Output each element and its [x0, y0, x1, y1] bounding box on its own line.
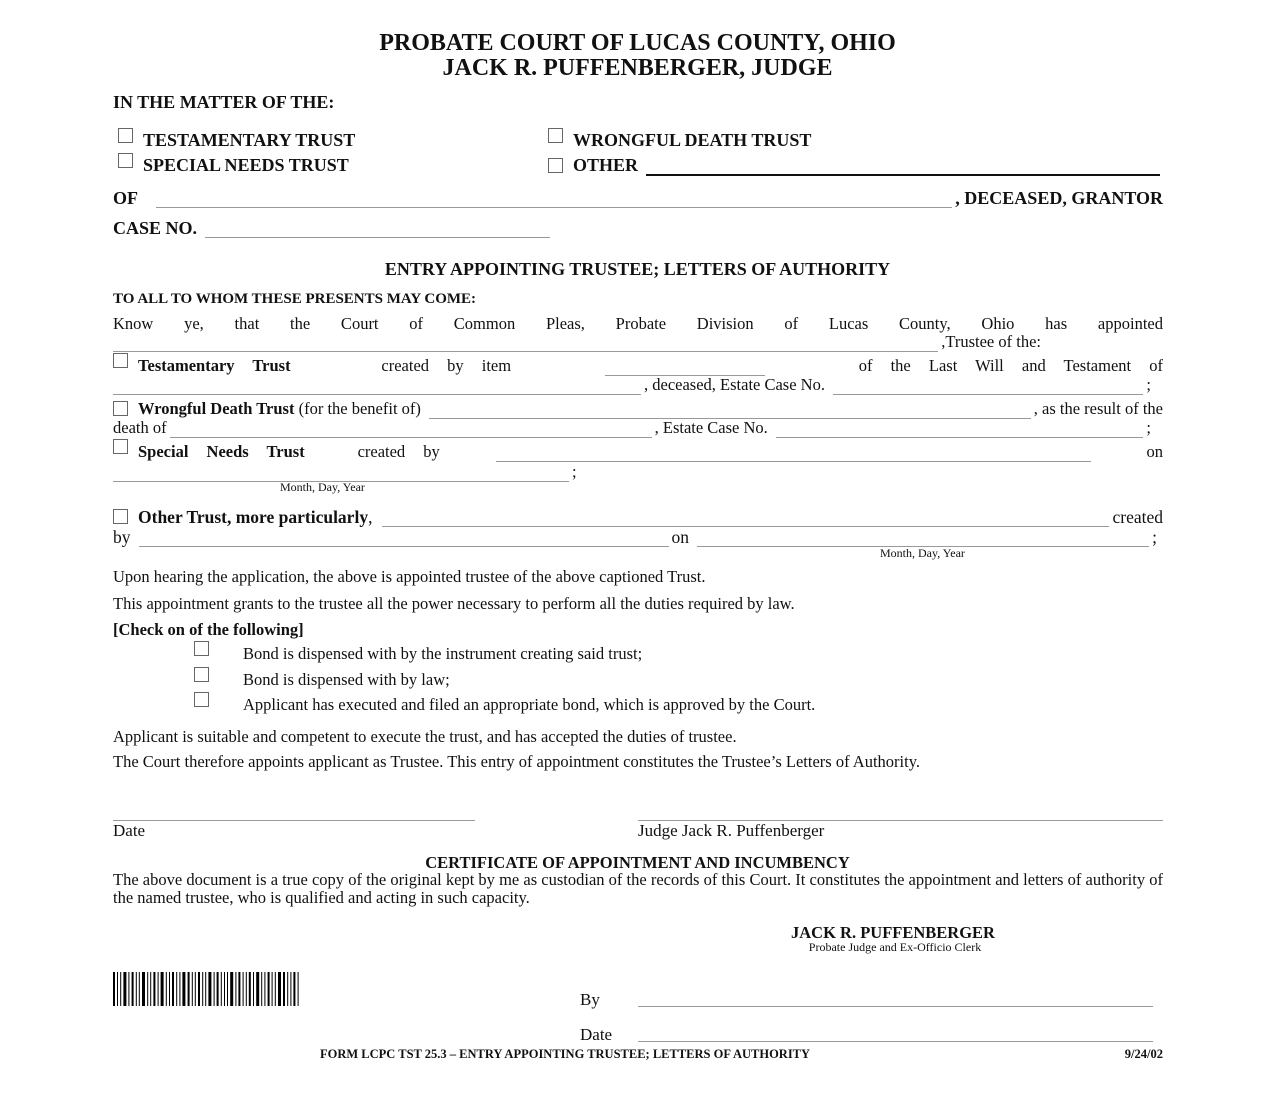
testamentary-row — [113, 356, 1163, 376]
barcode-bar — [153, 972, 155, 1006]
barcode-bar — [136, 972, 137, 1006]
barcode-bar — [166, 972, 167, 1006]
wrongful-row — [113, 399, 1163, 419]
barcode-bar — [275, 972, 276, 1006]
barcode-bar — [235, 972, 236, 1006]
checkbox[interactable] — [113, 353, 128, 368]
barcode-bar — [214, 972, 215, 1006]
trustee-name-field[interactable] — [113, 336, 938, 352]
barcode-bar — [230, 972, 233, 1006]
option-wrongful-death[interactable] — [548, 130, 811, 151]
barcode-bar — [132, 972, 134, 1006]
certificate-title: CERTIFICATE OF APPOINTMENT AND INCUMBENCY — [425, 853, 850, 872]
bond-option-2[interactable] — [194, 670, 450, 690]
barcode-bar — [264, 972, 265, 1006]
barcode-bar — [123, 972, 126, 1006]
grantor-field[interactable] — [156, 192, 952, 208]
barcode-bar — [195, 972, 196, 1006]
barcode-bar — [179, 972, 180, 1006]
semicolon: ; — [572, 462, 577, 481]
barcode-bar — [298, 972, 299, 1006]
on-text: on — [1146, 442, 1163, 461]
bond-option-1[interactable] — [194, 644, 642, 664]
court-title: PROBATE COURT OF LUCAS COUNTY, OHIO — [379, 30, 896, 56]
creator-field[interactable] — [496, 446, 1091, 462]
cert-date-line[interactable] — [638, 1041, 1153, 1042]
upon-hearing-text: Upon hearing the application, the above is appointed trustee of the above captioned Trust. — [113, 567, 706, 586]
trust-description-field[interactable] — [382, 511, 1109, 527]
barcode-bar — [249, 972, 251, 1006]
barcode-bar — [253, 972, 254, 1006]
checkbox[interactable] — [548, 128, 563, 143]
clerk-name: JACK R. PUFFENBERGER — [791, 923, 995, 942]
appoints-text: The Court therefore appoints applicant as Trustee. This entry of appointment constitutes the Trustee’s Letters of Authority. — [113, 752, 920, 771]
barcode-bar — [268, 972, 270, 1006]
result-text: , as the result of the — [1033, 399, 1163, 418]
know-ye-text: Know ye, that the Court of Common Pleas, Probate Division of Lucas County, Ohio has appointed — [113, 314, 1163, 333]
testamentary-row-2 — [113, 375, 1163, 395]
barcode-bar — [161, 972, 164, 1006]
entry-title: ENTRY APPOINTING TRUSTEE; LETTERS OF AUTHORITY — [384, 259, 891, 279]
barcode-bar — [224, 972, 225, 1006]
barcode-bar — [147, 972, 148, 1006]
checkbox[interactable] — [194, 641, 209, 656]
checkbox[interactable] — [118, 153, 133, 168]
barcode-bar — [290, 972, 291, 1006]
decedent-field[interactable] — [170, 422, 652, 438]
death-of-text: death of — [113, 418, 167, 437]
bond-label: Bond is dispensed with by the instrument creating said trust; — [243, 644, 643, 663]
barcode-bar — [238, 972, 240, 1006]
option-label: TESTAMENTARY TRUST — [143, 130, 356, 150]
barcode-bar — [139, 972, 140, 1006]
barcode-bar — [120, 972, 121, 1006]
judge-title: JACK R. PUFFENBERGER, JUDGE — [442, 55, 833, 81]
checkbox[interactable] — [113, 509, 128, 524]
estate-case-field[interactable] — [776, 422, 1144, 438]
by-label: By — [580, 990, 600, 1009]
form-date: 9/24/02 — [1124, 1047, 1163, 1061]
other-row-2 — [113, 527, 1163, 547]
grants-text: This appointment grants to the trustee all the power necessary to perform all the duties required by law. — [113, 594, 795, 613]
barcode-bar — [261, 972, 262, 1006]
checkbox[interactable] — [113, 439, 128, 454]
checkbox[interactable] — [113, 401, 128, 416]
checkbox[interactable] — [118, 128, 133, 143]
semicolon: ; — [1146, 375, 1151, 394]
deceased-estate-text: , deceased, Estate Case No. — [644, 375, 825, 394]
checkbox[interactable] — [548, 158, 563, 173]
trustee-row — [113, 332, 1163, 352]
estate-case-field[interactable] — [833, 379, 1143, 395]
barcode-bar — [256, 972, 259, 1006]
barcode-bar — [243, 972, 244, 1006]
beneficiary-field[interactable] — [429, 403, 1031, 419]
case-row — [113, 218, 553, 238]
clerk-role: Probate Judge and Ex-Officio Clerk — [808, 940, 982, 954]
special-row-2 — [113, 462, 1163, 482]
barcode-bar — [198, 972, 200, 1006]
last-will-text: of the Last Will and Testament of — [858, 356, 1163, 375]
creator-field[interactable] — [139, 531, 669, 547]
barcode-bar — [202, 972, 203, 1006]
other-row — [113, 507, 1163, 527]
barcode-bar — [221, 972, 222, 1006]
option-label: OTHER — [573, 155, 639, 175]
created-by-text: created by — [357, 442, 440, 461]
trustee-of-label: ,Trustee of the: — [941, 332, 1041, 351]
bond-option-3[interactable] — [194, 695, 815, 715]
barcode-bar — [287, 972, 288, 1006]
grantor-row — [113, 188, 1163, 208]
judge-label: Judge Jack R. Puffenberger — [638, 821, 825, 840]
option-testamentary[interactable] — [118, 130, 355, 151]
matter-label: IN THE MATTER OF THE: — [113, 92, 335, 112]
comma: , — [368, 507, 373, 527]
other-label: Other Trust, more particularly — [138, 507, 369, 527]
barcode-bar — [182, 972, 185, 1006]
certificate-text: The above document is a true copy of the original kept by me as custodian of the records of this Court. It constitutes the appointment and letters of authority of the named trustee, who is qualified and acting in such capacity. — [113, 870, 1163, 907]
semicolon: ; — [1146, 418, 1151, 437]
date-hint: Month, Day, Year — [880, 546, 965, 560]
presents-heading: TO ALL TO WHOM THESE PRESENTS MAY COME: — [113, 291, 477, 307]
date-field[interactable] — [697, 531, 1149, 547]
checkbox[interactable] — [194, 692, 209, 707]
by-signature-line[interactable] — [638, 1006, 1153, 1007]
date-label: Date — [113, 821, 146, 840]
wrongful-label: Wrongful Death Trust — [138, 399, 295, 418]
checkbox[interactable] — [194, 667, 209, 682]
barcode-bar — [158, 972, 159, 1006]
option-special-needs[interactable] — [118, 155, 349, 176]
barcode-bar — [272, 972, 273, 1006]
benefit-text: (for the benefit of) — [298, 399, 421, 418]
barcode-bar — [128, 972, 129, 1006]
case-field[interactable] — [205, 222, 550, 238]
of-label: OF — [113, 188, 138, 208]
barcode-bar — [113, 972, 115, 1006]
testamentary-label: Testamentary Trust — [138, 356, 291, 375]
testator-field[interactable] — [113, 379, 641, 395]
barcode-bar — [169, 972, 170, 1006]
case-label: CASE NO. — [113, 218, 198, 238]
barcode-bar — [208, 972, 211, 1006]
barcode-bar — [150, 972, 151, 1006]
bond-label: Bond is dispensed with by law; — [243, 670, 450, 689]
barcode — [113, 972, 303, 1006]
option-other[interactable] — [548, 155, 1163, 176]
option-label: WRONGFUL DEATH TRUST — [573, 130, 812, 150]
other-field[interactable] — [646, 159, 1160, 176]
barcode-bar — [188, 972, 190, 1006]
created-by-item: created by item — [381, 356, 512, 375]
date-hint: Month, Day, Year — [280, 480, 365, 494]
by-text: by — [113, 527, 131, 547]
item-field[interactable] — [605, 360, 765, 376]
barcode-bar — [117, 972, 118, 1006]
barcode-bar — [205, 972, 206, 1006]
special-row — [113, 442, 1163, 462]
cert-date-label: Date — [580, 1025, 613, 1044]
on-text: on — [671, 527, 689, 547]
barcode-bar — [227, 972, 228, 1006]
wrongful-row-2 — [113, 418, 1163, 438]
barcode-bar — [283, 972, 285, 1006]
barcode-bar — [278, 972, 281, 1006]
barcode-bar — [246, 972, 247, 1006]
bond-label: Applicant has executed and filed an appropriate bond, which is approved by the Court. — [243, 695, 816, 714]
estate-case-text: , Estate Case No. — [654, 418, 768, 437]
suitable-text: Applicant is suitable and competent to execute the trust, and has accepted the duties of trustee. — [113, 727, 737, 746]
barcode-bar — [172, 972, 174, 1006]
created-text: created — [1112, 507, 1163, 527]
barcode-bar — [293, 972, 295, 1006]
barcode-bar — [176, 972, 177, 1006]
barcode-bar — [192, 972, 193, 1006]
check-instruction: [Check on of the following] — [113, 620, 304, 639]
special-label: Special Needs Trust — [138, 442, 305, 461]
semicolon: ; — [1152, 527, 1157, 547]
deceased-label: , DECEASED, GRANTOR — [955, 188, 1163, 208]
option-label: SPECIAL NEEDS TRUST — [143, 155, 349, 175]
form-number: FORM LCPC TST 25.3 – ENTRY APPOINTING TRUSTEE; LETTERS OF AUTHORITY — [320, 1047, 811, 1061]
barcode-bar — [142, 972, 145, 1006]
barcode-bar — [217, 972, 219, 1006]
date-signature-line[interactable] — [113, 820, 475, 821]
